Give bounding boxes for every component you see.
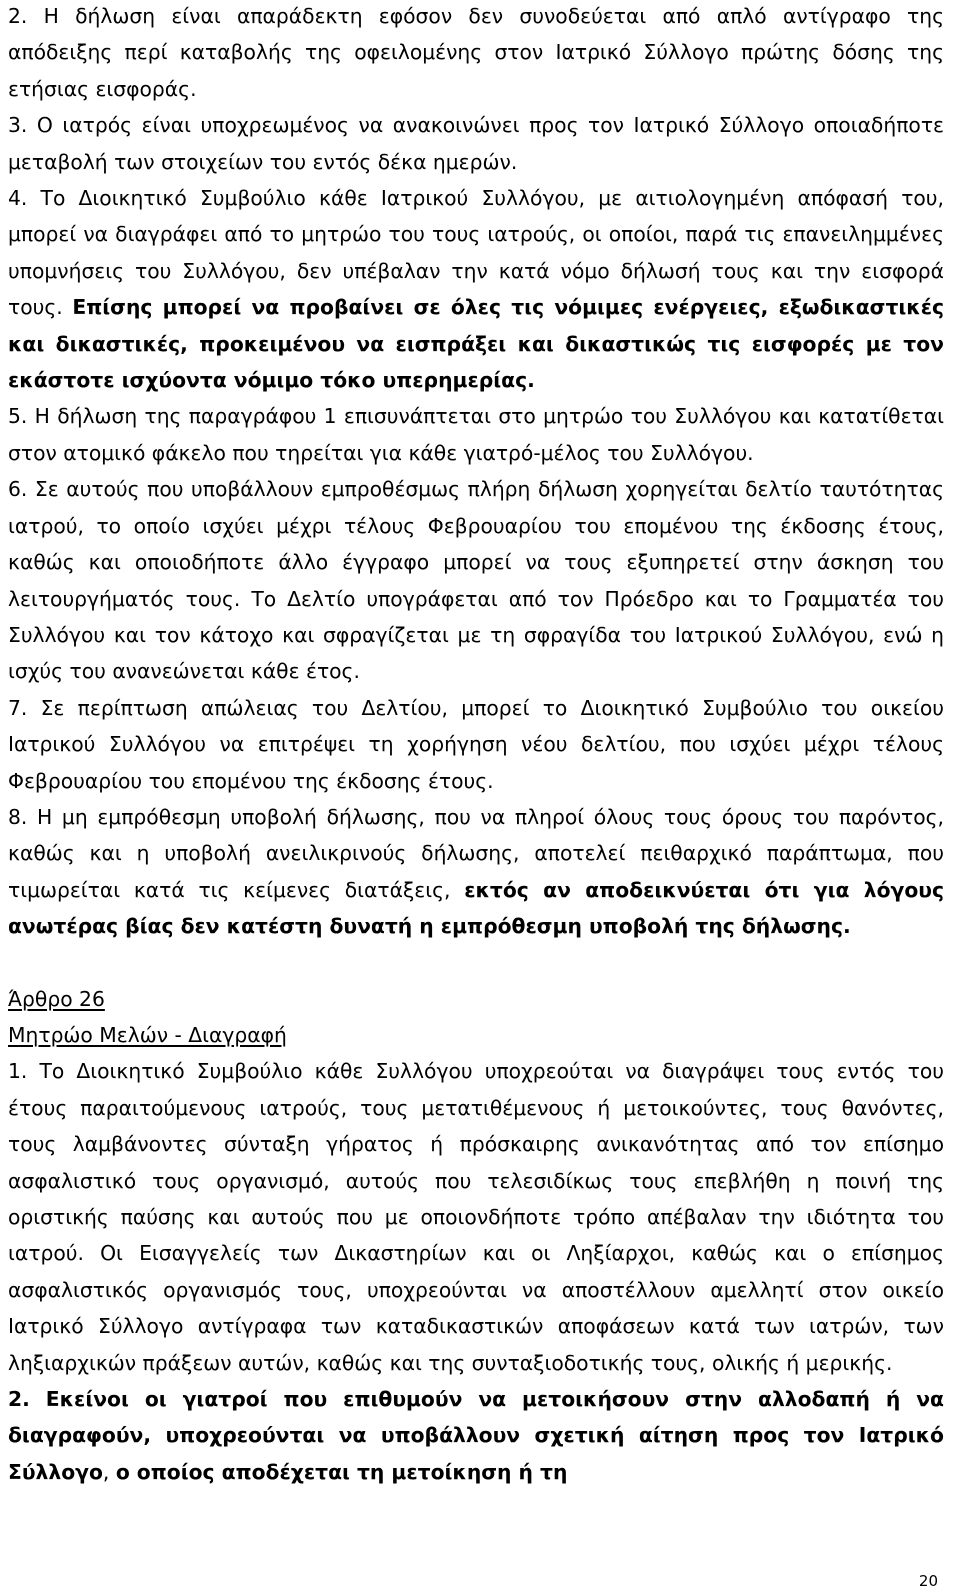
page-number: 20 bbox=[918, 1572, 938, 1590]
paragraph-3: 3. Ο ιατρός είναι υποχρεωμένος να ανακοινώνει προς τον Ιατρικό Σύλλογο οποιαδήποτε μεταβολή των στοιχείων του εντός δέκα ημερών. bbox=[8, 113, 944, 174]
paragraph-4-text: 4. Το Διοικητικό Συμβούλιο κάθε Ιατρικού Συλλόγου, με αιτιολογημένη απόφασή του, μπορεί να διαγράφει από το μητρώο του τους ιατρούς, οι οποίοι, παρά τις επανειλημμένες υπομνήσεις του Συλλόγου, δεν υπέβαλαν την κατά νόμο δήλωσή τους και την εισφορά τους. bbox=[8, 186, 944, 320]
article-paragraph-2-bold-text: 2. Εκείνοι οι γιατροί που επιθυμούν να μετοικήσουν στην αλλοδαπή ή να διαγραφούν, υποχρεούνται να υποβάλλουν σχετική αίτηση προς τον Ιατρικό Σύλλογο bbox=[8, 1387, 944, 1484]
paragraph-8 bbox=[8, 799, 944, 945]
paragraph-7: 7. Σε περίπτωση απώλειας του Δελτίου, μπορεί το Διοικητικό Συμβούλιο του οικείου Ιατρικού Συλλόγου να επιτρέψει τη χορήγηση νέου δελτίου, που ισχύει μέχρι τέλους Φεβρουαρίου του επομένου της έκδοσης έτους. bbox=[8, 695, 944, 793]
article-paragraph-2-bold-end: ο οποίος αποδέχεται τη μετοίκηση ή τη bbox=[115, 1459, 568, 1484]
paragraph-5: 5. Η δήλωση της παραγράφου 1 επισυνάπτεται στο μητρώο του Συλλόγου και κατατίθεται στον ατομικό φάκελο που τηρείται για κάθε γιατρό-μέλος του Συλλόγου. bbox=[8, 404, 944, 465]
article-paragraph-2 bbox=[8, 1381, 944, 1490]
paragraph-6: 6. Σε αυτούς που υποβάλλουν εμπροθέσμως πλήρη δήλωση χορηγείται δελτίο ταυτότητας ιατρού, το οποίο ισχύει μέχρι τέλους Φεβρουαρίου του επομένου της έκδοσης έτους, καθώς και οποιοδήποτε άλλο έγγραφο μπορεί να τους εξυπηρετεί στην άσκηση του λειτουργήματός τους. Το Δελτίο υπογράφεται από τον Πρόεδρο και το Γραμματέα του Συλλόγου και τον κάτοχο και σφραγίζεται με τη σφραγίδα του Ιατρικού Συλλόγου, ενώ η ισχύς του ανανεώνεται κάθε έτος. bbox=[8, 477, 944, 684]
paragraph-4-bold-text: Επίσης μπορεί να προβαίνει σε όλες τις νόμιμες ενέργειες, εξωδικαστικές και δικαστικές, προκειμένου να εισπράξει και δικαστικώς τις εισφορές με τον εκάστοτε ισχύοντα νόμιμο τόκο υπερημερίας. bbox=[8, 295, 945, 393]
article-paragraph-1: 1. Το Διοικητικό Συμβούλιο κάθε Συλλόγου υποχρεούται να διαγράψει τους εντός του έτους παραιτούμενους ιατρούς, τους μετατιθέμενους ή μετοικούντες, τους θανόντες, τους λαμβάνοντες σύνταξη γήρατος ή πρόσκαιρης ανικανότητας από τον επίσημο ασφαλιστικό τους οργανισμό, αυτούς που τελεσιδίκως τους επεβλήθη η ποινή της οριστικής παύσης και αυτούς που με οποιονδήποτε τρόπο απέβαλαν την ιδιότητα του ιατρού. Οι Εισαγγελείς των Δικαστηρίων και οι Ληξίαρχοι, καθώς και ο επίσημος ασφαλιστικός οργανισμός τους, υποχρεούνται να αποστέλλουν αμελλητί στον οικείο Ιατρικό Σύλλογο αντίγραφα των καταδικαστικών αποφάσεων κατά των ιατρών, των ληξιαρχικών πράξεων αυτών, καθώς και της συνταξιοδοτικής τους, ολικής ή μερικής. bbox=[8, 1059, 944, 1375]
section-gap bbox=[8, 945, 944, 981]
paragraph-8-bold-text: εκτός αν αποδεικνύεται ότι για λόγους ανωτέρας βίας δεν κατέστη δυνατή η εμπρόθεσμη υποβολή της δήλωσης. bbox=[8, 877, 944, 939]
article-number: Άρθρο 26 bbox=[8, 986, 105, 1011]
article-paragraph-2-comma: , bbox=[102, 1459, 116, 1484]
article-title: Μητρώο Μελών - Διαγραφή bbox=[8, 1022, 287, 1047]
paragraph-4 bbox=[8, 180, 944, 398]
paragraph-8-text: 8. Η μη εμπρόθεσμη υποβολή δήλωσης, που να πληροί όλους τους όρους του παρόντος, καθώς και η υποβολή ανειλικρινούς δήλωσης, αποτελεί πειθαρχικό παράπτωμα, που τιμωρείται κατά τις κείμενες διατάξεις, bbox=[8, 804, 944, 902]
paragraph-2: 2. Η δήλωση είναι απαράδεκτη εφόσον δεν συνοδεύεται από απλό αντίγραφο της απόδειξης περί καταβολής της οφειλομένης στον Ιατρικό Σύλλογο πρώτης δόσης της ετήσιας εισφοράς. bbox=[8, 4, 944, 101]
